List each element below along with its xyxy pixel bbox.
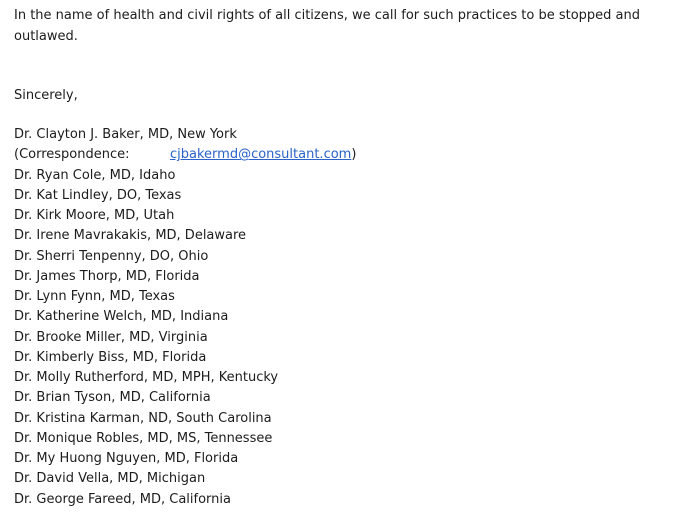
- signer-item: Dr. My Huong Nguyen, MD, Florida: [14, 451, 239, 466]
- signer-item: Dr. Kat Lindley, DO, Texas: [14, 187, 182, 203]
- signer-item: Dr. Kirk Moore, MD, Utah: [14, 208, 175, 223]
- signer-item: Dr. Irene Mavrakakis, MD, Delaware: [14, 228, 247, 244]
- signer-item: Dr. Brooke Miller, MD, Virginia: [14, 329, 208, 345]
- signer-item: Dr. Kristina Karman, ND, South Carolina: [14, 410, 272, 426]
- signer-item: Dr. Lynn Fynn, MD, Texas: [14, 289, 175, 304]
- signer-item: Dr. David Vella, MD, Michigan: [14, 471, 206, 487]
- correspondence-line: [14, 145, 356, 165]
- signer-item: Dr. Sherri Tenpenny, DO, Ohio: [14, 248, 209, 264]
- signer-item: Dr. James Thorp, MD, Florida: [14, 268, 200, 284]
- signer-item: Dr. Katherine Welch, MD, Indiana: [14, 309, 229, 325]
- signer-item: Dr. Molly Rutherford, MD, MPH, Kentucky: [14, 370, 279, 385]
- closing-salutation: Sincerely,: [14, 88, 78, 103]
- correspondence-label: (Correspondence:: [14, 147, 130, 163]
- intro-paragraph: In the name of health and civil rights of all citizens, we call for such practices to be stopped and outlawed.: [14, 8, 640, 44]
- signatory-list: [14, 125, 356, 510]
- letter-body: [14, 0, 684, 517]
- signer-item: Dr. Monique Robles, MD, MS, Tennessee: [14, 430, 273, 446]
- signer-item: Dr. George Fareed, MD, California: [14, 491, 231, 507]
- signer-item: Dr. Ryan Cole, MD, Idaho: [14, 167, 176, 183]
- correspondence-email-link[interactable]: cjbakermd@consultant.com: [170, 147, 352, 163]
- signer-item: Dr. Kimberly Biss, MD, Florida: [14, 349, 207, 365]
- lead-signer: Dr. Clayton J. Baker, MD, New York: [14, 127, 237, 142]
- correspondence-close: ): [351, 147, 357, 163]
- signer-item: Dr. Brian Tyson, MD, California: [14, 390, 211, 406]
